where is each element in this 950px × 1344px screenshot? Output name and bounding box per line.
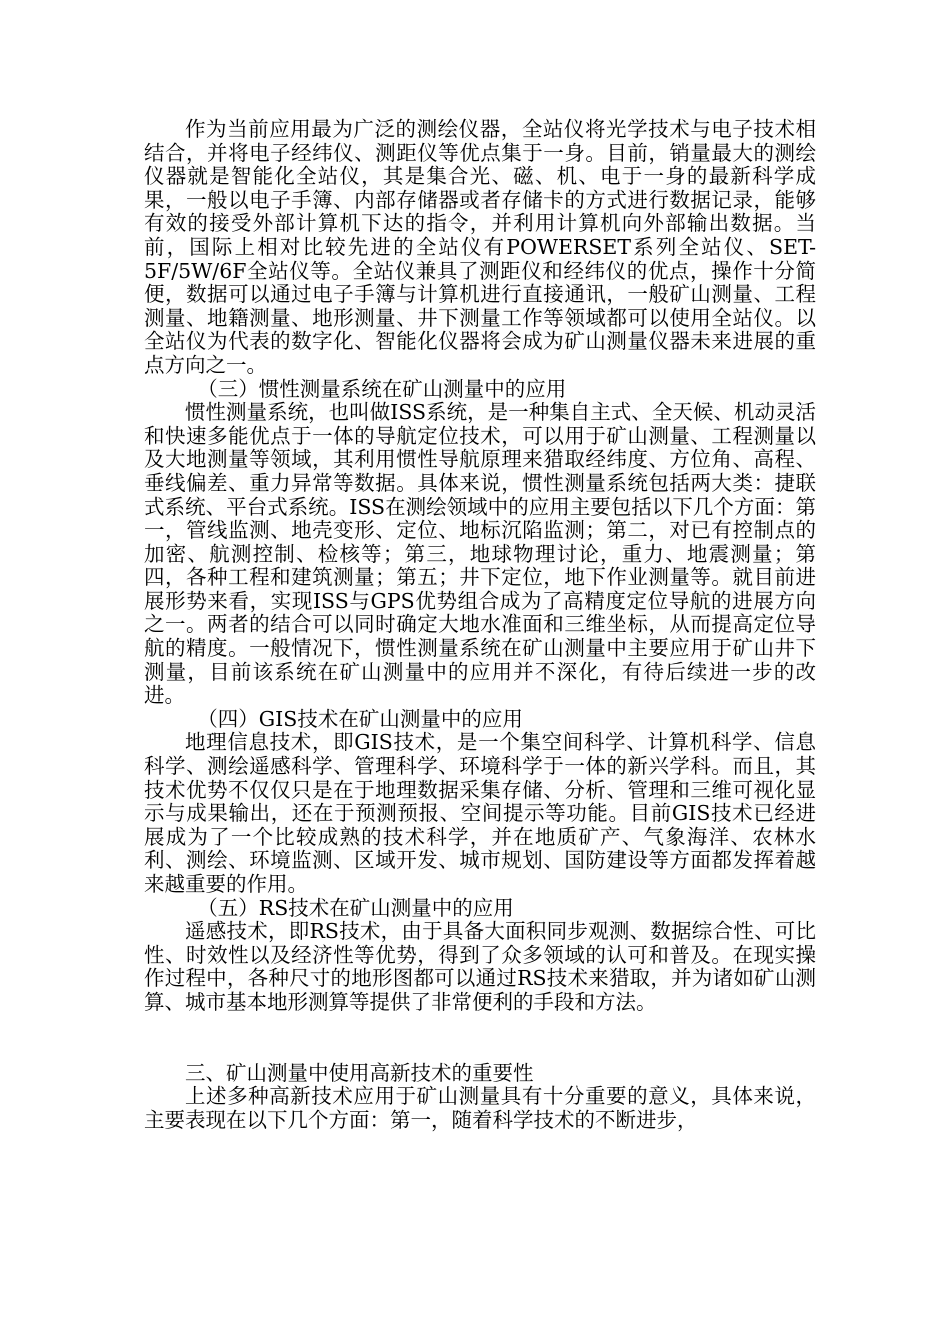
paragraph-importance: 上述多种高新技术应用于矿山测量具有十分重要的意义，具体来说，主要表现在以下几个方面：第一，随着科学技术的不断进步， xyxy=(144,1084,816,1132)
paragraph-rs: 遥感技术，即RS技术，由于具备大面积同步观测、数据综合性、可比性、时效性以及经济性等优势，得到了众多领域的认可和普及。在现实操作过程中，各种尺寸的地形图都可以通过RS技术来猎取，并为诸如矿山测算、城市基本地形测算等提供了非常便利的手段和方法。 xyxy=(144,919,816,1014)
paragraph-iss: 惯性测量系统，也叫做ISS系统，是一种集自主式、全天候、机动灵活和快速多能优点于一体的导航定位技术，可以用于矿山测量、工程测量以及大地测量等领域，其利用惯性导航原理来猎取经纬度、方位角、高程、垂线偏差、重力异常等数据。具体来说，惯性测量系统包括两大类：捷联式系统、平台式系统。ISS在测绘领域中的应用主要包括以下几个方面：第一，管线监测、地壳变形、定位、地标沉陷监测；第二，对已有控制点的加密、航测控制、检核等；第三，地球物理讨论，重力、地震测量；第四，各种工程和建筑测量；第五；井下定位，地下作业测量等。就目前进展形势来看，实现ISS与GPS优势组合成为了高精度定位导航的进展方向之一。两者的结合可以同时确定大地水准面和三维坐标，从而提高定位导航的精度。一般情况下，惯性测量系统在矿山测量中主要应用于矿山井下测量，目前该系统在矿山测量中的应用并不深化，有待后续进一步的改进。 xyxy=(144,400,816,708)
paragraph-gis: 地理信息技术，即GIS技术，是一个集空间科学、计算机科学、信息科学、测绘遥感科学、管理科学、环境科学于一体的新兴学科。而且，其技术优势不仅仅只是在于地理数据采集存储、分析、管理和三维可视化显示与成果输出，还在于预测预报、空间提示等功能。目前GIS技术已经进展成为了一个比较成熟的技术科学，并在地质矿产、气象海洋、农林水利、测绘、环境监测、区域开发、城市规划、国防建设等方面都发挥着越来越重要的作用。 xyxy=(144,730,816,896)
paragraph-total-station: 作为当前应用最为广泛的测绘仪器，全站仪将光学技术与电子技术相结合，并将电子经纬仪、测距仪等优点集于一身。目前，销量最大的测绘仪器就是智能化全站仪，其是集合光、磁、机、电于一身的最新科学成果，一般以电子手簿、内部存储器或者存储卡的方式进行数据记录，能够有效的接受外部计算机下达的指令，并利用计算机向外部输出数据。当前，国际上相对比较先进的全站仪有POWERSET系列全站仪、SET-5F/5W/6F全站仪等。全站仪兼具了测距仪和经纬仪的优点，操作十分简便，数据可以通过电子手簿与计算机进行直接通讯，一般矿山测量、工程测量、地籍测量、地形测量、井下测量工作等领域都可以使用全站仪。以全站仪为代表的数字化、智能化仪器将会成为矿山测量仪器未来进展的重点方向之一。 xyxy=(144,117,816,377)
document-page xyxy=(144,118,816,1132)
heading-iss: （三）惯性测量系统在矿山测量中的应用 xyxy=(197,376,567,401)
heading-rs: （五）RS技术在矿山测量中的应用 xyxy=(197,895,514,920)
heading-gis: （四）GIS技术在矿山测量中的应用 xyxy=(197,706,523,731)
heading-importance: 三、矿山测量中使用高新技术的重要性 xyxy=(185,1060,534,1085)
section-gap xyxy=(144,1015,816,1062)
